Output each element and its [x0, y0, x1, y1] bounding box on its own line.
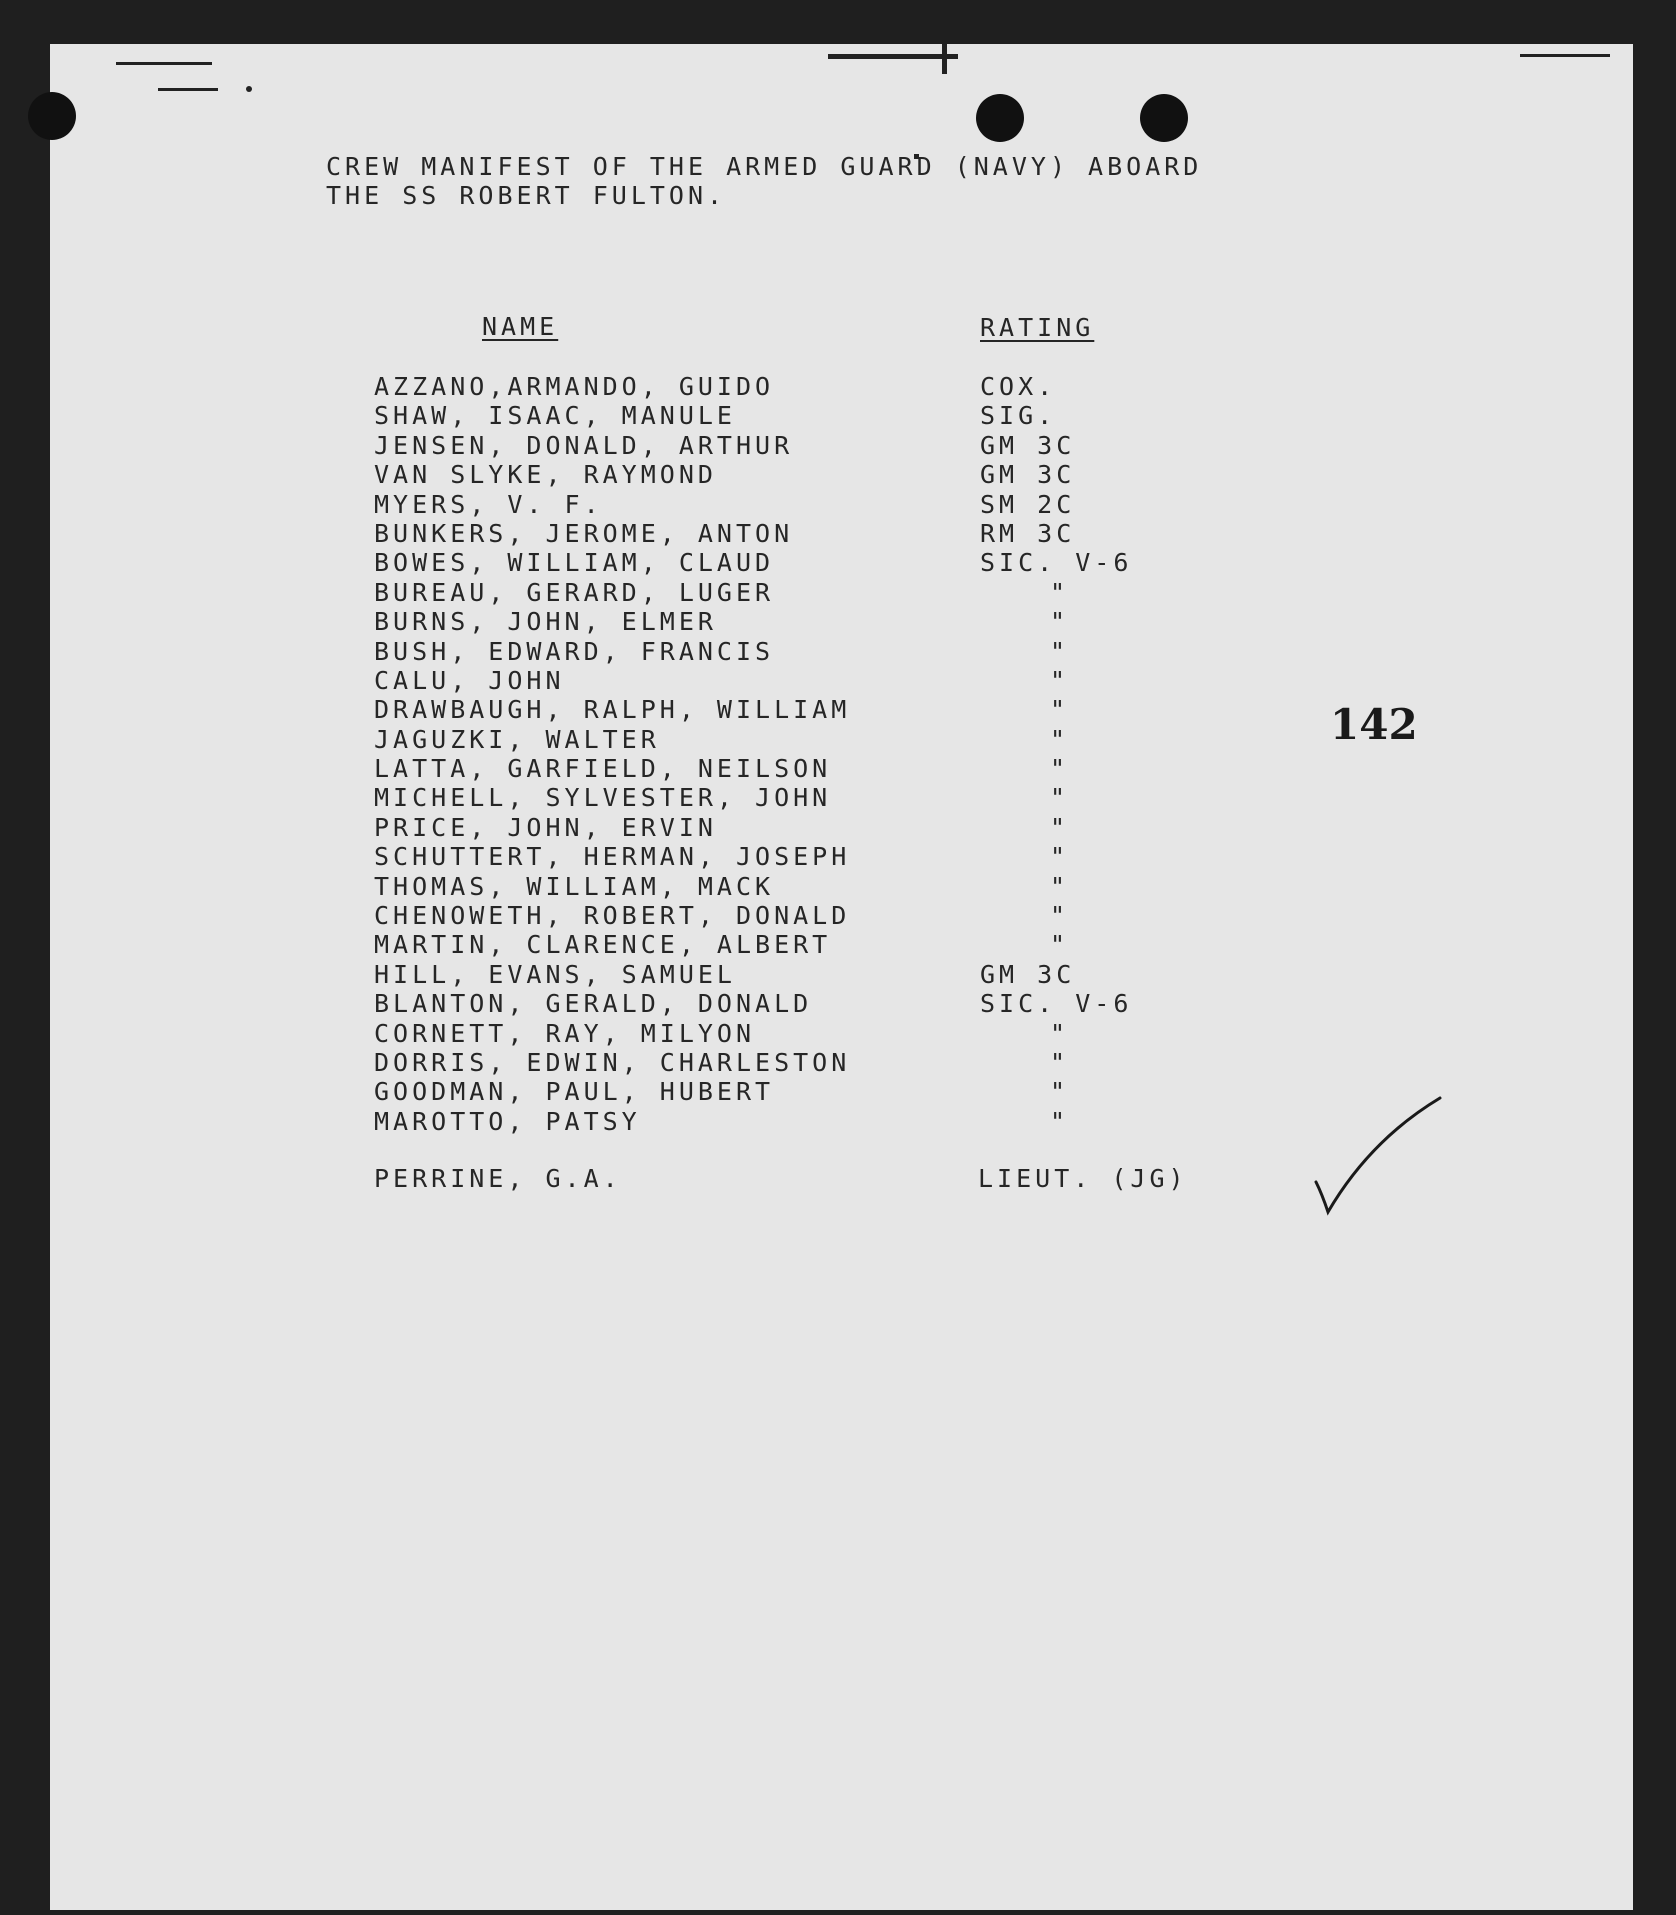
officer-rating: LIEUT. (JG): [978, 1164, 1188, 1193]
rating-value: ": [1050, 695, 1070, 725]
crew-member-name: BOWES, WILLIAM, CLAUD: [374, 548, 775, 578]
crew-rating-list: [980, 372, 1132, 1136]
rating-value: ": [1050, 665, 1070, 695]
rating-value: GM 3C: [980, 959, 1076, 989]
scan-mark: [828, 54, 958, 59]
rating-value: ": [1050, 607, 1070, 637]
scan-mark: [1520, 54, 1610, 57]
rating-value: RM 3C: [980, 518, 1076, 548]
crew-member-rating: [980, 372, 1132, 401]
crew-name-list: [374, 372, 850, 1136]
rating-value: SIG.: [980, 401, 1057, 431]
crew-member-rating: [980, 1019, 1132, 1048]
crew-member-name: JAGUZKI, WALTER: [374, 724, 660, 754]
crew-member-rating: [980, 754, 1132, 783]
rating-value: COX.: [980, 372, 1057, 401]
rating-value: ": [1050, 812, 1070, 842]
crew-member-name: BLANTON, GERALD, DONALD: [374, 989, 813, 1019]
scan-mark: [246, 86, 252, 92]
crew-member-rating: [980, 842, 1132, 871]
crew-member-rating: [980, 960, 1132, 989]
crew-member-name: GOODMAN, PAUL, HUBERT: [374, 1077, 775, 1107]
crew-member-name: JENSEN, DONALD, ARTHUR: [374, 430, 794, 460]
rating-value: ": [1050, 1047, 1070, 1077]
crew-member-rating: [980, 1048, 1132, 1077]
crew-member-name: LATTA, GARFIELD, NEILSON: [374, 754, 832, 784]
crew-member-name: BUSH, EDWARD, FRANCIS: [374, 636, 775, 666]
checkmark-icon: [1300, 1090, 1450, 1220]
rating-value: SIC. V-6: [980, 548, 1133, 578]
crew-member-rating: [980, 695, 1132, 724]
crew-member-rating: [980, 490, 1132, 519]
crew-member-rating: [980, 901, 1132, 930]
rating-value: ": [1050, 636, 1070, 666]
crew-member-name: BURNS, JOHN, ELMER: [374, 607, 717, 637]
crew-member-name: DORRIS, EDWIN, CHARLESTON: [374, 1047, 851, 1077]
crew-member-name: PRICE, JOHN, ERVIN: [374, 812, 717, 842]
crew-member-rating: [980, 1107, 1132, 1136]
rating-column-header: RATING: [980, 313, 1095, 342]
crew-member-name: BUREAU, GERARD, LUGER: [374, 577, 775, 607]
rating-value: GM 3C: [980, 430, 1076, 460]
crew-member-name: CALU, JOHN: [374, 665, 565, 695]
rating-value: ": [1050, 901, 1070, 931]
crew-member-rating: [980, 1077, 1132, 1106]
crew-member-name: CHENOWETH, ROBERT, DONALD: [374, 901, 851, 931]
rating-value: SM 2C: [980, 489, 1076, 519]
name-column-header: NAME: [482, 312, 559, 341]
title-line-1: CREW MANIFEST OF THE ARMED GUARD (NAVY) ABOARD: [326, 152, 1203, 181]
punch-hole-center-left: [976, 94, 1024, 142]
title-line-2: THE SS ROBERT FULTON.: [326, 181, 727, 210]
crew-member-rating: [980, 725, 1132, 754]
crew-member-name: CORNETT, RAY, MILYON: [374, 1018, 756, 1048]
crew-member-rating: [980, 519, 1132, 548]
crew-member-rating: [980, 989, 1132, 1018]
crew-member-rating: [980, 578, 1132, 607]
crew-member-rating: [980, 813, 1132, 842]
crew-member-name: MAROTTO, PATSY: [374, 1106, 641, 1136]
crew-member-name: MICHELL, SYLVESTER, JOHN: [374, 783, 832, 813]
rating-value: SIC. V-6: [980, 989, 1133, 1019]
crew-member-rating: [980, 401, 1132, 430]
crew-member-name: MYERS, V. F.: [374, 489, 603, 519]
rating-value: ": [1050, 724, 1070, 754]
rating-value: ": [1050, 842, 1070, 872]
crew-member-rating: [980, 783, 1132, 812]
crew-member-rating: [980, 607, 1132, 636]
page-number: 142: [1330, 700, 1418, 749]
crew-member-name: SCHUTTERT, HERMAN, JOSEPH: [374, 842, 851, 872]
scan-mark: [158, 88, 218, 91]
crew-member-rating: [980, 431, 1132, 460]
crew-member-rating: [980, 548, 1132, 577]
crew-member-rating: [980, 930, 1132, 959]
crew-member-rating: [980, 460, 1132, 489]
crew-member-name: SHAW, ISAAC, MANULE: [374, 401, 736, 431]
officer-name: PERRINE, G.A.: [374, 1164, 622, 1193]
rating-value: ": [1050, 1018, 1070, 1048]
rating-value: ": [1050, 930, 1070, 960]
rating-value: ": [1050, 577, 1070, 607]
rating-value: ": [1050, 1077, 1070, 1107]
rating-value: ": [1050, 783, 1070, 813]
crew-member-name: BUNKERS, JEROME, ANTON: [374, 518, 794, 548]
crew-member-rating: [980, 666, 1132, 695]
crew-member-name: HILL, EVANS, SAMUEL: [374, 959, 736, 989]
rating-value: GM 3C: [980, 460, 1076, 490]
rating-value: ": [1050, 1106, 1070, 1136]
crew-member-rating: [980, 872, 1132, 901]
punch-hole-center-right: [1140, 94, 1188, 142]
crew-member-name: AZZANO,ARMANDO, GUIDO: [374, 372, 775, 401]
document-title: [326, 152, 1202, 210]
punch-hole-left: [28, 92, 76, 140]
crew-member-name: THOMAS, WILLIAM, MACK: [374, 871, 775, 901]
crew-member-rating: [980, 637, 1132, 666]
crew-member-name: DRAWBAUGH, RALPH, WILLIAM: [374, 695, 851, 725]
rating-value: ": [1050, 871, 1070, 901]
crew-member-name: MARTIN, CLARENCE, ALBERT: [374, 930, 832, 960]
scan-mark: [942, 44, 947, 74]
crew-member-name: VAN SLYKE, RAYMOND: [374, 460, 717, 490]
scan-mark: [116, 62, 212, 65]
rating-value: ": [1050, 754, 1070, 784]
